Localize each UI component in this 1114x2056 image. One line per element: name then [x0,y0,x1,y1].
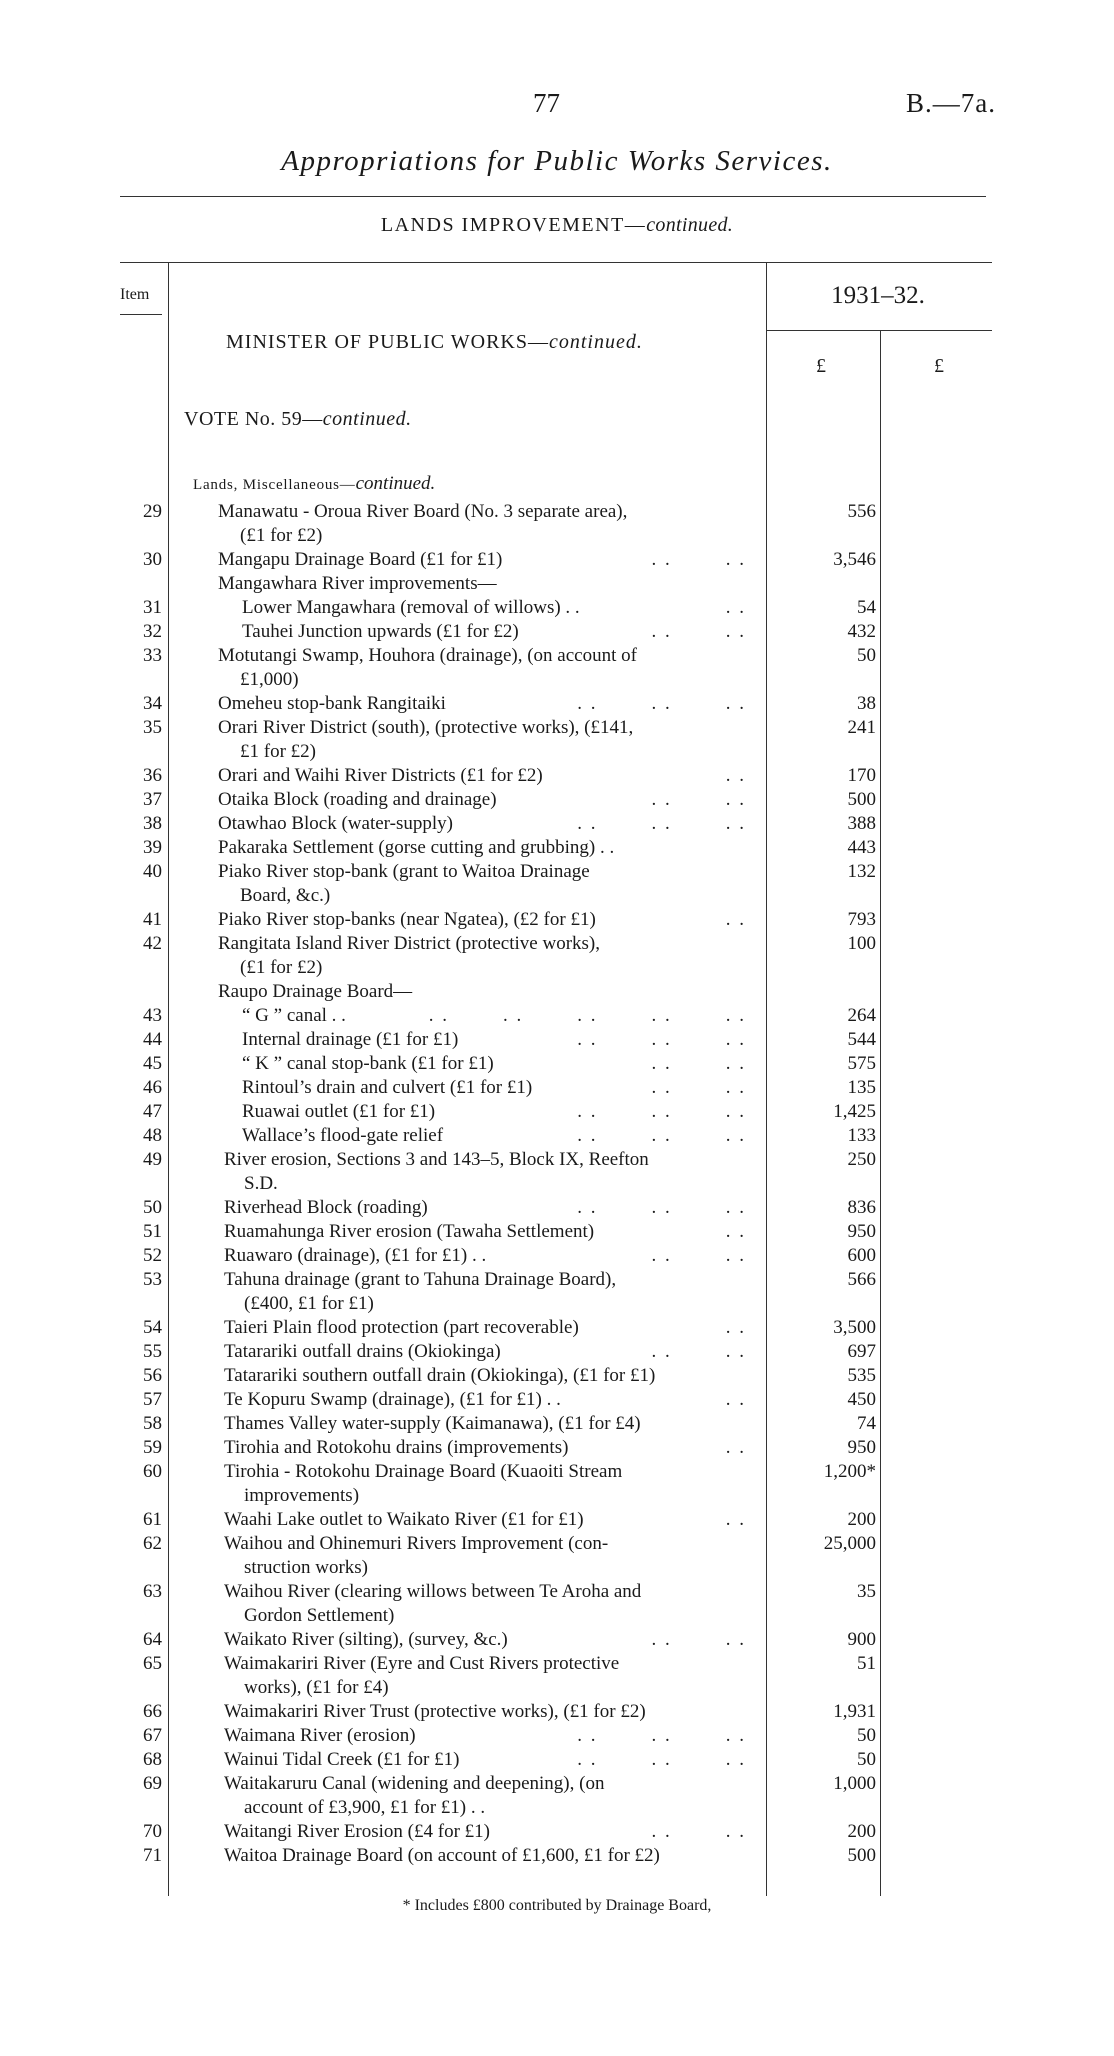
table-row [0,908,1114,932]
item-number: 36 [143,765,162,786]
item-number: 56 [143,1365,162,1386]
table-row [0,1460,1114,1484]
table-row [0,1412,1114,1436]
dot-leader: . . . . . . [577,1029,746,1050]
subhead-continued: continued. [355,473,436,494]
item-description: Board, &c.) [240,885,331,906]
item-description: (£1 for £2) [240,525,323,546]
amount: 74 [857,1413,876,1434]
amount: 950 [847,1221,876,1242]
table-row [0,1100,1114,1124]
amount: 51 [857,1653,876,1674]
item-number: 37 [143,789,162,810]
item-number: 35 [143,717,162,738]
amount: 241 [847,717,876,738]
item-number: 43 [143,1005,162,1026]
item-description: “ K ” canal stop-bank (£1 for £1) [242,1053,494,1074]
amount: 450 [847,1389,876,1410]
amount: 135 [847,1077,876,1098]
amount: 3,546 [833,549,876,570]
item-number: 49 [143,1149,162,1170]
item-description: Gordon Settlement) [244,1605,395,1626]
amount: 500 [847,789,876,810]
item-number: 53 [143,1269,162,1290]
dot-leader: . . [725,909,746,930]
item-number: 51 [143,1221,162,1242]
table-row [0,524,1114,548]
item-number: 55 [143,1341,162,1362]
table-row [0,1124,1114,1148]
table-row [0,1268,1114,1292]
item-number: 59 [143,1437,162,1458]
minister-heading-continued: continued. [549,331,643,353]
table-row [0,1340,1114,1364]
item-description: Tatarariki outfall drains (Okiokinga) [224,1341,501,1362]
item-description: Waimakariri River (Eyre and Cust Rivers protective [224,1653,620,1674]
item-description: Waihou and Ohinemuri Rivers Improvement (con- [224,1533,609,1554]
currency-header-2: £ [934,355,944,377]
dot-leader: . . [725,1389,746,1410]
table-row [0,1748,1114,1772]
dot-leader: . . . . . . [577,1749,746,1770]
table-row [0,836,1114,860]
item-description: Omeheu stop-bank Rangitaiki [218,693,446,714]
amount: 100 [847,933,876,954]
item-number: 42 [143,933,162,954]
table-row [0,1316,1114,1340]
table-row [0,956,1114,980]
item-description: Rintoul’s drain and culvert (£1 for £1) [242,1077,533,1098]
item-description: Mangawhara River improvements— [218,573,497,594]
item-description: Tauhei Junction upwards (£1 for £2) [242,621,519,642]
item-description: S.D. [244,1173,278,1194]
item-description: Ruawaro (drainage), (£1 for £1) . . [224,1245,487,1266]
item-description: account of £3,900, £1 for £1) . . [244,1797,486,1818]
table-row [0,860,1114,884]
table-row [0,788,1114,812]
item-description: Internal drainage (£1 for £1) [242,1029,459,1050]
amount: 575 [847,1053,876,1074]
item-number: 65 [143,1653,162,1674]
title-rule [120,196,986,197]
dot-leader: . . . . . . . . . . [428,1005,746,1026]
item-number: 54 [143,1317,162,1338]
amount: 1,931 [833,1701,876,1722]
table-row [0,1556,1114,1580]
item-number: 66 [143,1701,162,1722]
item-description: “ G ” canal . . [242,1005,346,1026]
amount: 544 [847,1029,876,1050]
item-description: Lower Mangawhara (removal of willows) . . [242,597,580,618]
item-description: Manawatu - Oroua River Board (No. 3 separate area), [218,501,628,522]
amount: 1,200* [823,1461,876,1482]
item-description: Pakaraka Settlement (gorse cutting and grubbing) . . [218,837,615,858]
table-row [0,572,1114,596]
table-row [0,548,1114,572]
section-heading-continued: continued. [646,214,734,236]
item-description: Tatarariki southern outfall drain (Okiokinga), (£1 for £1) [224,1365,656,1386]
dot-leader: . . . . . . [577,1197,746,1218]
document-reference: B.—7a. [906,88,996,118]
section-heading [0,214,1114,237]
item-description: Orari and Waihi River Districts (£1 for £2) [218,765,543,786]
dot-leader: . . [725,597,746,618]
dot-leader: . . [725,1437,746,1458]
item-description: Waahi Lake outlet to Waikato River (£1 for £1) [224,1509,584,1530]
dot-leader: . . [725,765,746,786]
item-number: 52 [143,1245,162,1266]
table-row [0,1004,1114,1028]
table-row [0,620,1114,644]
item-description: Waihou River (clearing willows between Te Aroha and [224,1581,642,1602]
table-row [0,644,1114,668]
item-description: Te Kopuru Swamp (drainage), (£1 for £1) . . [224,1389,561,1410]
year-header: 1931–32. [831,282,925,309]
dot-leader: . . . . [651,1821,746,1842]
table-row [0,740,1114,764]
table-row [0,1436,1114,1460]
item-number: 63 [143,1581,162,1602]
item-description: Otaika Block (roading and drainage) [218,789,497,810]
item-description: Waimana River (erosion) [224,1725,416,1746]
item-number: 46 [143,1077,162,1098]
item-description: Ruawai outlet (£1 for £1) [242,1101,436,1122]
table-row [0,1628,1114,1652]
item-description: Thames Valley water-supply (Kaimanawa), (£1 for £4) [224,1413,641,1434]
table-row [0,1244,1114,1268]
amount: 1,425 [833,1101,876,1122]
section-heading-main: LANDS IMPROVEMENT— [380,214,647,236]
amount: 54 [857,597,876,618]
table-top-rule [120,262,992,263]
item-description: works), (£1 for £4) [244,1677,389,1698]
amount: 3,500 [833,1317,876,1338]
subhead-main: Lands, Miscellaneous— [193,477,356,493]
table-row [0,1196,1114,1220]
item-description: £1 for £2) [240,741,316,762]
dot-leader: . . . . . . [577,813,746,834]
item-description: Piako River stop-banks (near Ngatea), (£2 for £1) [218,909,596,930]
item-number: 67 [143,1725,162,1746]
amount: 836 [847,1197,876,1218]
year-header-rule [766,330,992,331]
item-description: Wainui Tidal Creek (£1 for £1) [224,1749,460,1770]
item-description: Waitangi River Erosion (£4 for £1) [224,1821,490,1842]
item-number: 61 [143,1509,162,1530]
table-row [0,1028,1114,1052]
table-row [0,1604,1114,1628]
item-description: Taieri Plain flood protection (part recoverable) [224,1317,579,1338]
amount: 200 [847,1509,876,1530]
item-description: Motutangi Swamp, Houhora (drainage), (on account of [218,645,637,666]
dot-leader: . . [725,1509,746,1530]
page-title: Appropriations for Public Works Services. [281,145,833,177]
item-header-rule [120,314,162,315]
currency-header-1: £ [816,355,826,377]
item-description: (£1 for £2) [240,957,323,978]
amount: 443 [847,837,876,858]
table-row [0,1484,1114,1508]
item-number: 47 [143,1101,162,1122]
dot-leader: . . . . . . [577,1101,746,1122]
vote-heading-main: VOTE No. 59— [184,408,323,430]
item-description: Rangitata Island River District (protective works), [218,933,601,954]
item-number: 44 [143,1029,162,1050]
table-row [0,500,1114,524]
amount: 50 [857,1749,876,1770]
dot-leader: . . [725,1317,746,1338]
amount: 35 [857,1581,876,1602]
dot-leader: . . . . [651,789,746,810]
item-number: 29 [143,501,162,522]
amount: 697 [847,1341,876,1362]
item-description: Riverhead Block (roading) [224,1197,428,1218]
item-description: improvements) [244,1485,360,1506]
table-row [0,1676,1114,1700]
amount: 388 [847,813,876,834]
table-row [0,1388,1114,1412]
amount: 200 [847,1821,876,1842]
item-number: 69 [143,1773,162,1794]
item-description: Waimakariri River Trust (protective works), (£1 for £2) [224,1701,646,1722]
item-description: Tirohia and Rotokohu drains (improvements) [224,1437,569,1458]
table-row [0,1172,1114,1196]
item-number: 41 [143,909,162,930]
item-number: 57 [143,1389,162,1410]
table-row [0,1052,1114,1076]
amount: 1,000 [833,1773,876,1794]
minister-heading [226,331,643,354]
amount: 133 [847,1125,876,1146]
table-row [0,812,1114,836]
table-row [0,1220,1114,1244]
item-number: 33 [143,645,162,666]
amount: 38 [857,693,876,714]
dot-leader: . . . . [651,1245,746,1266]
item-description: Waitakaruru Canal (widening and deepening), (on [224,1773,605,1794]
amount: 566 [847,1269,876,1290]
item-number: 48 [143,1125,162,1146]
item-description: Tirohia - Rotokohu Drainage Board (Kuaoiti Stream [224,1461,623,1482]
table-row [0,1820,1114,1844]
item-description: Wallace’s flood-gate relief [242,1125,444,1146]
table-row [0,1508,1114,1532]
item-description: Waitoa Drainage Board (on account of £1,600, £1 for £2) [224,1845,660,1866]
amount: 50 [857,645,876,666]
amount: 950 [847,1437,876,1458]
table-row [0,1700,1114,1724]
amount: 132 [847,861,876,882]
table-row [0,764,1114,788]
page-number: 77 [533,88,560,118]
dot-leader: . . . . . . [577,693,746,714]
item-number: 70 [143,1821,162,1842]
table-row [0,1796,1114,1820]
item-number: 32 [143,621,162,642]
amount: 556 [847,501,876,522]
item-description: Tahuna drainage (grant to Tahuna Drainage Board), [224,1269,617,1290]
minister-heading-main: MINISTER OF PUBLIC WORKS— [226,331,549,353]
item-number: 60 [143,1461,162,1482]
table-row [0,716,1114,740]
item-number: 39 [143,837,162,858]
table-row [0,1364,1114,1388]
dot-leader: . . . . [651,1077,746,1098]
table-row [0,596,1114,620]
item-number: 40 [143,861,162,882]
item-description: Raupo Drainage Board— [218,981,413,1002]
vote-heading-continued: continued. [322,408,412,430]
footnote: * Includes £800 contributed by Drainage Board, [402,1897,712,1914]
item-number: 62 [143,1533,162,1554]
dot-leader: . . . . . . [577,1125,746,1146]
dot-leader: . . . . [651,621,746,642]
table-row [0,1724,1114,1748]
item-number: 38 [143,813,162,834]
dot-leader: . . . . [651,1053,746,1074]
amount: 535 [847,1365,876,1386]
item-description: struction works) [244,1557,369,1578]
dot-leader: . . . . . . [577,1725,746,1746]
amount: 600 [847,1245,876,1266]
table-row [0,668,1114,692]
vote-heading [184,408,412,431]
amount: 900 [847,1629,876,1650]
table-row [0,980,1114,1004]
table-row [0,932,1114,956]
item-description: Otawhao Block (water-supply) [218,813,453,834]
amount: 264 [847,1005,876,1026]
table-row [0,692,1114,716]
amount: 25,000 [823,1533,876,1554]
table-row [0,1292,1114,1316]
item-number: 45 [143,1053,162,1074]
item-description: Mangapu Drainage Board (£1 for £1) [218,549,503,570]
table-row [0,1076,1114,1100]
amount: 170 [847,765,876,786]
item-description: Orari River District (south), (protective works), (£141, [218,717,634,738]
item-number: 58 [143,1413,162,1434]
amount: 793 [847,909,876,930]
item-number: 68 [143,1749,162,1770]
item-number: 71 [143,1845,162,1866]
dot-leader: . . [725,1221,746,1242]
amount: 432 [847,621,876,642]
item-column-header: Item [120,286,150,303]
item-description: (£400, £1 for £1) [244,1293,374,1314]
dot-leader: . . . . [651,1629,746,1650]
item-number: 50 [143,1197,162,1218]
table-row [0,1580,1114,1604]
amount: 250 [847,1149,876,1170]
table-row [0,1844,1114,1868]
item-number: 31 [143,597,162,618]
item-number: 34 [143,693,162,714]
dot-leader: . . . . [651,1341,746,1362]
table-row [0,884,1114,908]
item-number: 30 [143,549,162,570]
table-row [0,1652,1114,1676]
amount: 500 [847,1845,876,1866]
item-description: River erosion, Sections 3 and 143–5, Block IX, Reefton [224,1149,649,1170]
subhead [193,473,435,495]
dot-leader: . . . . [651,549,746,570]
table-row [0,1532,1114,1556]
amount: 50 [857,1725,876,1746]
item-description: Ruamahunga River erosion (Tawaha Settlement) [224,1221,595,1242]
table-row [0,1772,1114,1796]
item-description: Piako River stop-bank (grant to Waitoa Drainage [218,861,590,882]
item-number: 64 [143,1629,162,1650]
item-description: Waikato River (silting), (survey, &c.) [224,1629,508,1650]
item-description: £1,000) [240,669,299,690]
table-row [0,1148,1114,1172]
